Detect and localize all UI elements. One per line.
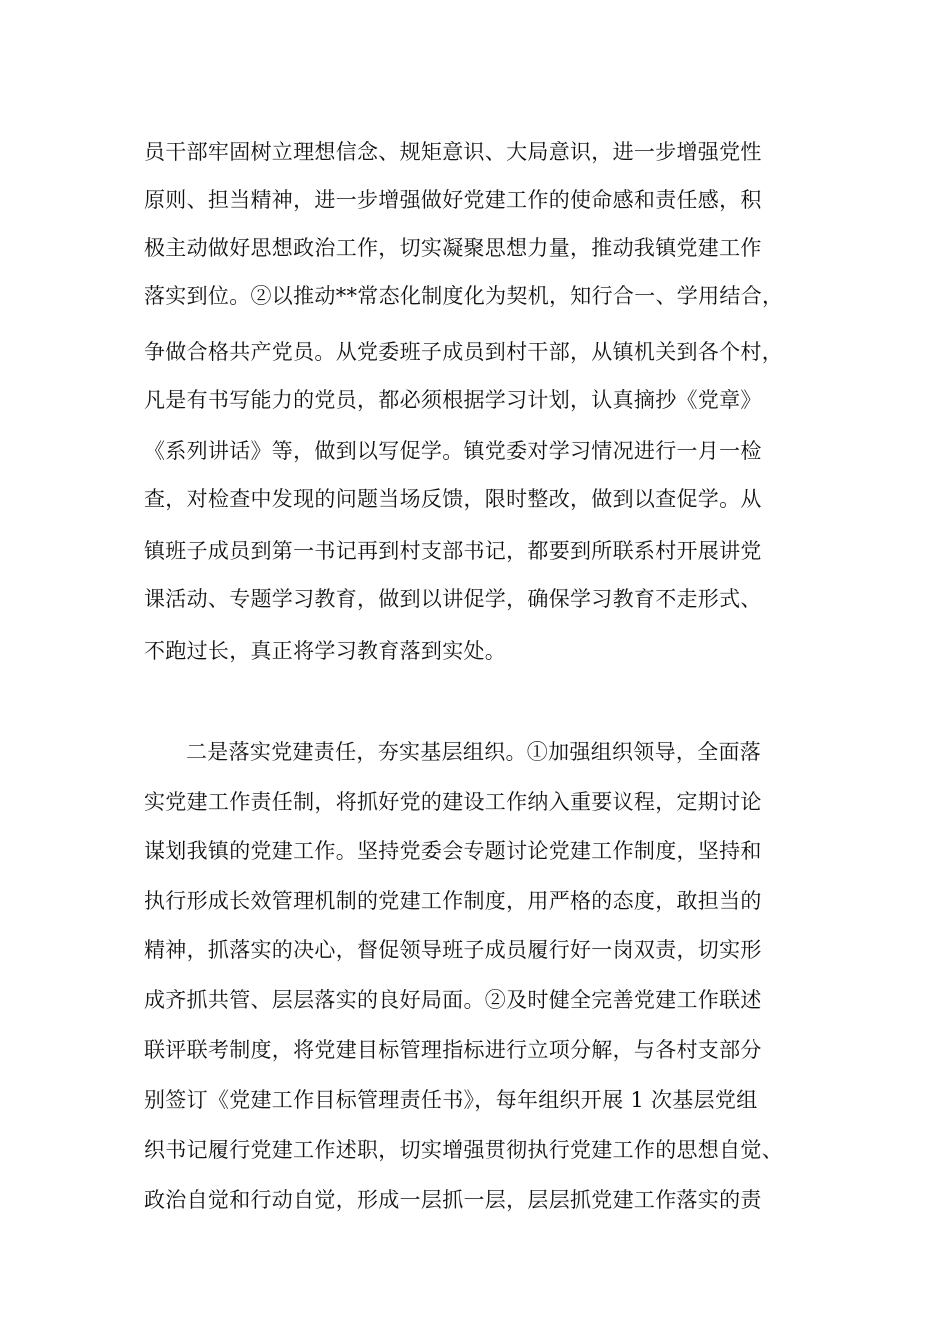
paragraph-2-line-7: 联评联考制度，将党建目标管理指标进行立项分解，与各村支部分 xyxy=(144,1038,762,1062)
paragraph-1-line-7: 《系列讲话》等，做到以写促学。镇党委对学习情况进行一月一检 xyxy=(144,439,762,463)
paragraph-2-line-5: 精神，抓落实的决心，督促领导班子成员履行好一岗双责，切实形 xyxy=(144,938,762,962)
paragraph-2-line-1: 二是落实党建责任，夯实基层组织。①加强组织领导，全面落 xyxy=(186,740,762,764)
paragraph-2-line-4: 执行形成长效管理机制的党建工作制度，用严格的态度，敢担当的 xyxy=(144,889,762,913)
paragraph-1-line-5: 争做合格共产党员。从党委班子成员到村干部，从镇机关到各个村， xyxy=(144,340,783,364)
paragraph-1-line-6: 凡是有书写能力的党员，都必须根据学习计划，认真摘抄《党章》 xyxy=(144,388,762,412)
paragraph-2-line-3: 谋划我镇的党建工作。坚持党委会专题讨论党建工作制度，坚持和 xyxy=(144,839,762,863)
paragraph-1-line-8: 查，对检查中发现的问题当场反馈，限时整改，做到以查促学。从 xyxy=(144,487,762,511)
paragraph-2-line-2: 实党建工作责任制，将抓好党的建设工作纳入重要议程，定期讨论 xyxy=(144,790,762,814)
paragraph-1-line-11: 不跑过长，真正将学习教育落到实处。 xyxy=(144,639,507,663)
paragraph-2-line-9: 织书记履行党建工作述职，切实增强贯彻执行党建工作的思想自觉、 xyxy=(144,1138,783,1162)
paragraph-1-line-4: 落实到位。②以推动**常态化制度化为契机，知行合一、学用结合， xyxy=(144,284,784,308)
paragraph-1-line-1: 员干部牢固树立理想信念、规矩意识、大局意识，进一步增强党性 xyxy=(144,140,762,164)
paragraph-1-line-10: 课活动、专题学习教育，做到以讲促学，确保学习教育不走形式、 xyxy=(144,587,762,611)
paragraph-2-line-8: 别签订《党建工作目标管理责任书》，每年组织开展 1 次基层党组 xyxy=(144,1088,758,1112)
paragraph-1-line-2: 原则、担当精神，进一步增强做好党建工作的使命感和责任感，积 xyxy=(144,188,762,212)
paragraph-2-line-10: 政治自觉和行动自觉，形成一层抓一层，层层抓党建工作落实的责 xyxy=(144,1188,762,1212)
paragraph-2-line-6: 成齐抓共管、层层落实的良好局面。②及时健全完善党建工作联述 xyxy=(144,988,762,1012)
paragraph-1-line-3: 极主动做好思想政治工作，切实凝聚思想力量，推动我镇党建工作 xyxy=(144,236,762,260)
paragraph-1-line-9: 镇班子成员到第一书记再到村支部书记，都要到所联系村开展讲党 xyxy=(144,539,762,563)
